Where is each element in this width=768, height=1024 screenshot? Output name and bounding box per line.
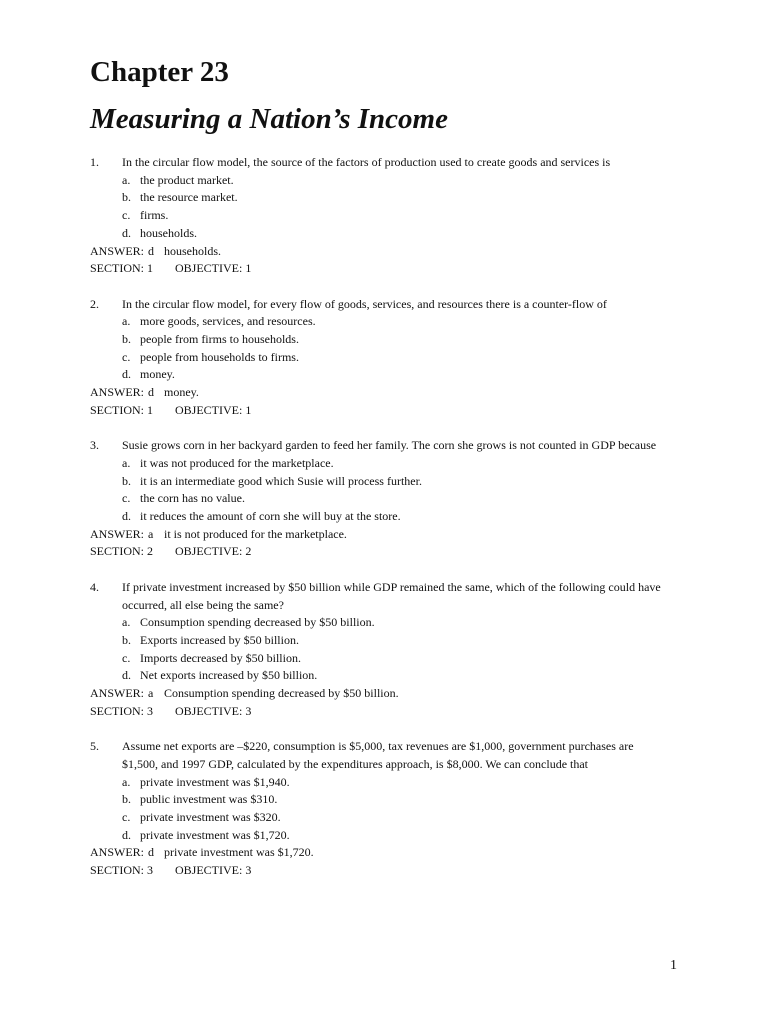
answer-line (90, 384, 670, 402)
option-text: the resource market. (140, 190, 238, 205)
question-stem (90, 154, 670, 172)
answer-option (90, 827, 670, 845)
question-number: 4. (90, 579, 99, 594)
chapter-title: Measuring a Nation’s Income (90, 103, 448, 135)
objective-label: OBJECTIVE: 3 (175, 863, 252, 878)
option-text: the corn has no value. (140, 491, 245, 506)
option-text: private investment was $1,940. (140, 774, 290, 789)
option-letter: b. (122, 792, 131, 807)
option-text: firms. (140, 208, 169, 223)
option-text: Imports decreased by $50 billion. (140, 650, 301, 665)
option-letter: d. (122, 509, 131, 524)
answer-label: ANSWER: (90, 243, 144, 258)
option-letter: c. (122, 349, 131, 364)
option-letter: a. (122, 455, 131, 470)
option-letter: b. (122, 632, 131, 647)
option-letter: a. (122, 314, 131, 329)
option-letter: c. (122, 491, 131, 506)
answer-option (90, 667, 670, 685)
question-list (90, 154, 670, 897)
question-item (90, 738, 670, 880)
answer-option (90, 349, 670, 367)
question-item (90, 579, 670, 721)
answer-text: it is not produced for the marketplace. (164, 526, 347, 541)
option-letter: b. (122, 332, 131, 347)
answer-option (90, 490, 670, 508)
question-item (90, 437, 670, 561)
section-line (90, 260, 670, 278)
question-stem (90, 437, 670, 455)
section-label: SECTION: 3 (90, 863, 153, 878)
objective-label: OBJECTIVE: 1 (175, 402, 252, 417)
answer-line (90, 243, 670, 261)
question-stem (90, 579, 670, 614)
answer-option (90, 331, 670, 349)
answer-option (90, 650, 670, 668)
answer-line (90, 526, 670, 544)
question-text: If private investment increased by $50 billion while GDP remained the same, which of the following could have occurred, all else being the same? (122, 579, 661, 612)
question-text: Assume net exports are –$220, consumption is $5,000, tax revenues are $1,000, government purchases are $1,500, and 1997 GDP, calculated by the expenditures approach, is $8,000. We can conclude that (122, 739, 634, 771)
question-text: In the circular flow model, the source of the factors of production used to create goods and services is (122, 155, 611, 169)
answer-line (90, 685, 670, 703)
option-text: Exports increased by $50 billion. (140, 632, 299, 647)
answer-text: money. (164, 385, 199, 400)
option-text: Consumption spending decreased by $50 billion. (140, 615, 375, 630)
option-text: it was not produced for the marketplace. (140, 455, 334, 470)
section-label: SECTION: 2 (90, 544, 153, 559)
question-number: 2. (90, 296, 99, 311)
answer-text: private investment was $1,720. (164, 845, 314, 860)
answer-option (90, 508, 670, 526)
question-number: 1. (90, 155, 99, 169)
option-text: public investment was $310. (140, 792, 278, 807)
question-stem (90, 738, 670, 773)
question-stem (90, 296, 670, 314)
section-label: SECTION: 3 (90, 703, 153, 718)
section-line (90, 862, 670, 880)
option-letter: c. (122, 809, 131, 824)
option-text: private investment was $320. (140, 809, 281, 824)
question-text: Susie grows corn in her backyard garden to feed her family. The corn she grows is not counted in GDP because (122, 438, 657, 453)
answer-label: ANSWER: (90, 526, 144, 541)
option-letter: c. (122, 650, 131, 665)
section-line (90, 402, 670, 420)
answer-option (90, 632, 670, 650)
answer-option (90, 791, 670, 809)
answer-option (90, 172, 670, 190)
answer-letter: d (148, 243, 154, 258)
section-label: SECTION: 1 (90, 402, 153, 417)
section-line (90, 543, 670, 561)
page-number: 1 (670, 958, 677, 973)
answer-letter: a (148, 526, 154, 541)
option-text: private investment was $1,720. (140, 827, 290, 842)
answer-letter: d (148, 845, 154, 860)
objective-label: OBJECTIVE: 2 (175, 544, 252, 559)
answer-option (90, 809, 670, 827)
section-label: SECTION: 1 (90, 261, 153, 276)
answer-option (90, 473, 670, 491)
question-text: In the circular flow model, for every flow of goods, services, and resources there is a counter-flow of (122, 296, 607, 311)
option-text: the product market. (140, 172, 234, 187)
answer-letter: a (148, 686, 154, 701)
option-letter: d. (122, 225, 131, 240)
objective-label: OBJECTIVE: 1 (175, 261, 252, 276)
option-letter: d. (122, 668, 131, 683)
objective-label: OBJECTIVE: 3 (175, 703, 252, 718)
answer-label: ANSWER: (90, 686, 144, 701)
option-text: it reduces the amount of corn she will buy at the store. (140, 509, 401, 524)
option-letter: b. (122, 190, 131, 205)
option-letter: a. (122, 615, 131, 630)
option-letter: a. (122, 774, 131, 789)
answer-label: ANSWER: (90, 845, 144, 860)
answer-line (90, 844, 670, 862)
option-text: more goods, services, and resources. (140, 314, 316, 329)
answer-option (90, 189, 670, 207)
answer-option (90, 774, 670, 792)
question-item (90, 296, 670, 420)
answer-letter: d (148, 385, 154, 400)
option-text: it is an intermediate good which Susie will process further. (140, 473, 422, 488)
answer-text: Consumption spending decreased by $50 billion. (164, 686, 399, 701)
answer-label: ANSWER: (90, 385, 144, 400)
option-letter: a. (122, 172, 131, 187)
answer-option (90, 366, 670, 384)
option-text: money. (140, 367, 175, 382)
option-text: Net exports increased by $50 billion. (140, 668, 318, 683)
option-text: people from households to firms. (140, 349, 299, 364)
option-letter: b. (122, 473, 131, 488)
option-letter: c. (122, 208, 131, 223)
question-number: 3. (90, 438, 99, 453)
option-letter: d. (122, 367, 131, 382)
question-number: 5. (90, 739, 99, 754)
answer-option (90, 455, 670, 473)
option-text: people from firms to households. (140, 332, 299, 347)
section-line (90, 703, 670, 721)
answer-option (90, 313, 670, 331)
chapter-heading: Chapter 23 (90, 56, 229, 88)
answer-option (90, 225, 670, 243)
question-item (90, 154, 670, 278)
option-letter: d. (122, 827, 131, 842)
answer-text: households. (164, 243, 221, 258)
option-text: households. (140, 225, 197, 240)
answer-option (90, 614, 670, 632)
answer-option (90, 207, 670, 225)
